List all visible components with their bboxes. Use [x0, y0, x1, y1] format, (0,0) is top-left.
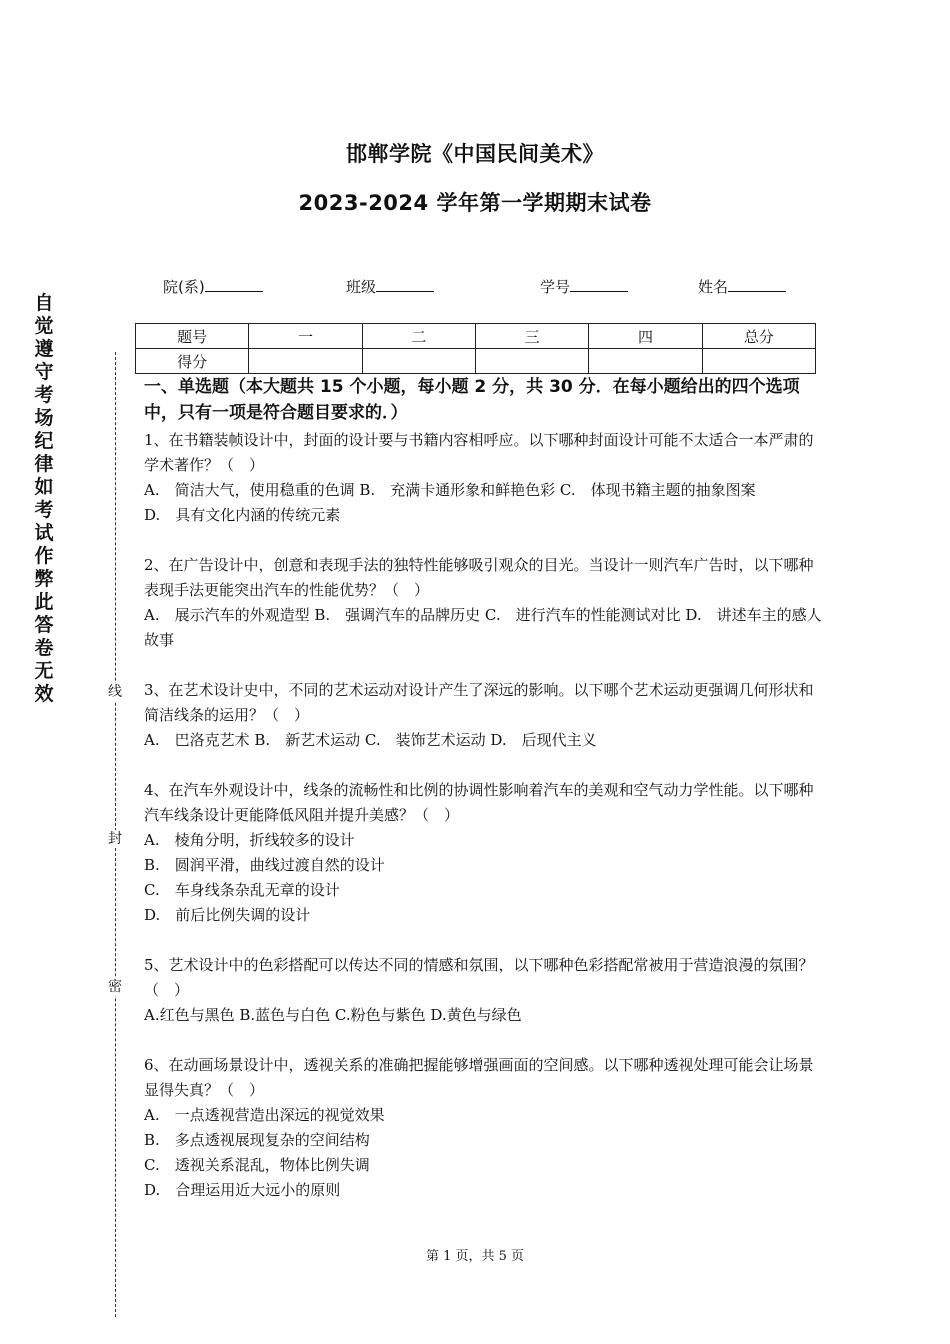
department-field[interactable]	[163, 276, 263, 297]
exam-title-line1: 邯郸学院《中国民间美术》	[346, 142, 604, 166]
score-table	[135, 323, 816, 374]
question-options: D. 具有文化内涵的传统元素	[144, 506, 341, 524]
question-options: A. 简洁大气，使用稳重的色调 B. 充满卡通形象和鲜艳色彩 C. 体现书籍主题的抽象图案	[144, 481, 756, 499]
question-option: A. 一点透视营造出深远的视觉效果	[144, 1106, 385, 1124]
binding-seal-char: 封	[108, 831, 122, 847]
question-2	[144, 553, 824, 653]
name-blank[interactable]	[728, 277, 786, 292]
department-blank[interactable]	[205, 277, 263, 292]
exam-discipline-warning: 自觉遵守考场纪律如考试作弊此答卷无效	[34, 292, 54, 705]
section-heading: 一、单选题（本大题共 15 个小题，每小题 2 分，共 30 分．在每小题给出的四个选项中，只有一项是符合题目要求的．）	[144, 377, 800, 423]
question-stem: 5、艺术设计中的色彩搭配可以传达不同的情感和氛围，以下哪种色彩搭配常被用于营造浪漫的氛围？（ ）	[144, 956, 814, 999]
question-option: C. 透视关系混乱，物体比例失调	[144, 1156, 370, 1174]
question-4	[144, 778, 824, 928]
question-option: A. 棱角分明，折线较多的设计	[144, 831, 355, 849]
score-table-header-row	[136, 324, 816, 349]
score-header-cell: 题号	[136, 324, 249, 349]
score-cell[interactable]	[475, 349, 588, 374]
student-id-label: 学号	[540, 278, 571, 296]
score-header-cell: 二	[362, 324, 475, 349]
name-label: 姓名	[698, 278, 729, 296]
question-6	[144, 1053, 824, 1203]
question-options: A.红色与黑色 B.蓝色与白色 C.粉色与紫色 D.黄色与绿色	[144, 1006, 522, 1024]
department-label: 院(系)	[163, 278, 205, 296]
exam-title-line2: 2023-2024 学年第一学期期末试卷	[298, 191, 652, 215]
question-stem: 2、在广告设计中，创意和表现手法的独特性能够吸引观众的目光。当设计一则汽车广告时，以下哪种表现手法更能突出汽车的性能优势？（ ）	[144, 556, 814, 599]
question-option: D. 合理运用近大远小的原则	[144, 1181, 341, 1199]
question-option: B. 多点透视展现复杂的空间结构	[144, 1131, 370, 1149]
score-cell[interactable]	[249, 349, 362, 374]
class-blank[interactable]	[376, 277, 434, 292]
student-id-blank[interactable]	[570, 277, 628, 292]
question-options: A. 展示汽车的外观造型 B. 强调汽车的品牌历史 C. 进行汽车的性能测试对比 D. 讲述车主的感人故事	[144, 606, 822, 649]
question-stem: 1、在书籍装帧设计中，封面的设计要与书籍内容相呼应。以下哪种封面设计可能不太适合一本严肃的学术著作？（ ）	[144, 431, 814, 474]
question-option: B. 圆润平滑，曲线过渡自然的设计	[144, 856, 385, 874]
binding-secret-char: 密	[108, 979, 122, 995]
score-header-cell: 四	[589, 324, 702, 349]
question-1	[144, 428, 824, 528]
question-stem: 3、在艺术设计史中，不同的艺术运动对设计产生了深远的影响。以下哪个艺术运动更强调几何形状和简洁线条的运用？（ ）	[144, 681, 814, 724]
question-stem: 6、在动画场景设计中，透视关系的准确把握能够增强画面的空间感。以下哪种透视处理可能会让场景显得失真？（ ）	[144, 1056, 814, 1099]
class-field[interactable]	[346, 276, 434, 297]
score-cell[interactable]	[702, 349, 815, 374]
score-header-cell: 三	[475, 324, 588, 349]
score-cell[interactable]	[589, 349, 702, 374]
question-3	[144, 678, 824, 753]
exam-content	[144, 374, 824, 1228]
score-table-score-row	[136, 349, 816, 374]
question-options: A. 巴洛克艺术 B. 新艺术运动 C. 装饰艺术运动 D. 后现代主义	[144, 731, 597, 749]
score-header-cell: 一	[249, 324, 362, 349]
class-label: 班级	[346, 278, 377, 296]
student-id-field[interactable]	[540, 276, 628, 297]
score-cell[interactable]	[362, 349, 475, 374]
question-option: D. 前后比例失调的设计	[144, 906, 311, 924]
name-field[interactable]	[698, 276, 786, 297]
page-number: 第 1 页，共 5 页	[425, 1249, 525, 1264]
question-stem: 4、在汽车外观设计中，线条的流畅性和比例的协调性影响着汽车的美观和空气动力学性能。以下哪种汽车线条设计更能降低风阻并提升美感？（ ）	[144, 781, 814, 824]
score-row-label: 得分	[136, 349, 249, 374]
question-option: C. 车身线条杂乱无章的设计	[144, 881, 340, 899]
question-5	[144, 953, 824, 1028]
binding-line-char: 线	[108, 684, 122, 700]
score-header-cell: 总分	[702, 324, 815, 349]
